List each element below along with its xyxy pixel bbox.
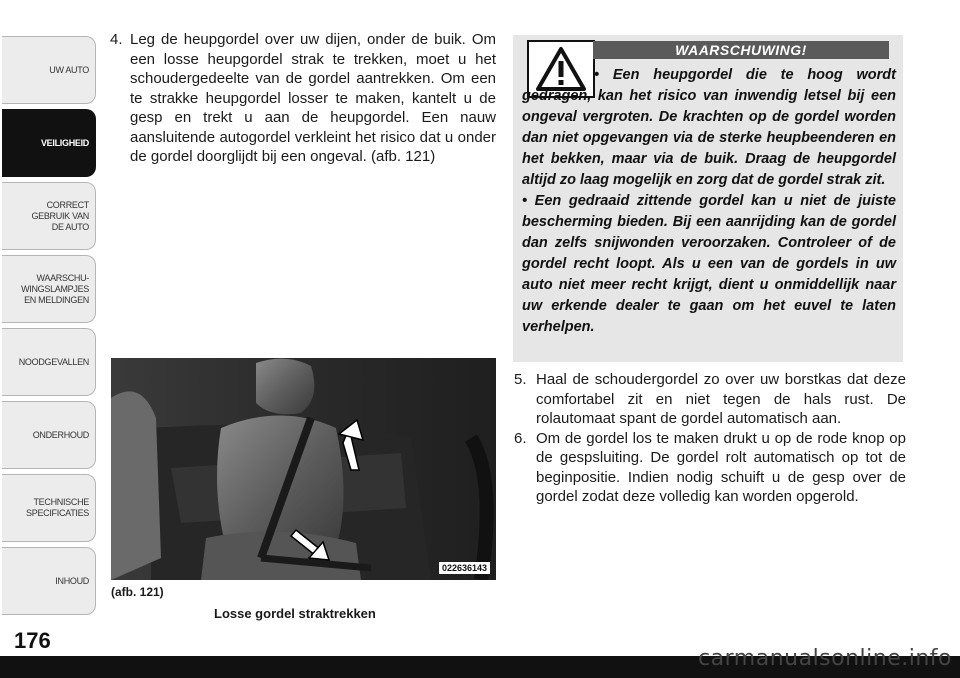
step-6 — [514, 429, 906, 507]
tab-veiligheid[interactable]: VEILIGHEID — [2, 109, 96, 177]
warning-box — [513, 35, 903, 362]
tab-technische-specificaties[interactable]: TECHNISCHE SPECIFICATIES — [2, 474, 96, 542]
warning-text — [522, 65, 896, 338]
tab-noodgevallen[interactable]: NOODGEVALLEN — [2, 328, 96, 396]
warning-paragraph: • Een heupgordel die te hoog wordt gedragen, kan het risico van inwendig letsel bij een ongeval vergroten. De krachten op de gordel worden dan niet opgevangen via de sterke heupbeenderen en het bekken, maar via de buik. Draag de heupgordel altijd zo laag mogelijk en zorg dat de gordel strak zit. — [522, 67, 896, 188]
step-number: 6. — [514, 429, 527, 447]
warning-header: WAARSCHUWING! — [593, 41, 889, 59]
chapter-tabs — [0, 0, 98, 678]
right-column — [514, 370, 906, 507]
tab-waarschuwingslampjes[interactable]: WAARSCHU- WINGSLAMPJES EN MELDINGEN — [2, 255, 96, 323]
seatbelt-figure — [111, 358, 496, 580]
tab-correct-gebruik[interactable]: CORRECT GEBRUIK VAN DE AUTO — [2, 182, 96, 250]
step-5 — [514, 370, 906, 429]
step-number: 5. — [514, 371, 527, 388]
figure-caption: Losse gordel straktrekken — [214, 606, 376, 621]
tab-inhoud[interactable]: INHOUD — [2, 547, 96, 615]
step-4 — [110, 30, 496, 167]
tab-onderhoud[interactable]: ONDERHOUD — [2, 401, 96, 469]
step-text: Haal de schoudergordel zo over uw borstkas dat deze comfortabel zit en niet tegen de hals rust. De rolautomaat spant de gordel automatisch aan. — [536, 371, 906, 427]
figure-reference: (afb. 121) — [111, 585, 164, 599]
left-column — [110, 30, 496, 167]
warning-paragraph: • Een gedraaid zittende gordel kan u niet de juiste bescherming bieden. Bij een aanrijding kan de gordel dan zelfs snijwonden veroorzaken. Controleer of de gordel recht loopt. Als u een van de gordels in uw auto niet meer recht krijgt, dient u onmiddellijk naar uw erkende dealer te gaan om het euvel te laten verhelpen. — [522, 193, 896, 335]
tab-uw-auto[interactable]: UW AUTO — [2, 36, 96, 104]
car-seat-illustration — [111, 358, 496, 580]
step-text: Om de gordel los te maken drukt u op de rode knop op de gespsluiting. De gordel rolt automatisch op tot de beginpositie. Indien nodig schuift u de gesp over de gordel zodat deze volledig kan worden opgerold. — [536, 429, 906, 505]
step-number: 4. — [110, 31, 123, 48]
step-text: Leg de heupgordel over uw dijen, onder de buik. Om een losse heupgordel strak te trekken, moet u het schoudergedeelte van de gordel aantrekken. Om een te strakke heupgordel losser te maken, kantelt u de gesp en trekt u aan de heupgordel. Een nauw aansluitende autogordel verkleint het risico dat u onder de gordel doorglijdt bij een ongeval. (afb. 121) — [130, 31, 496, 165]
figure-code: 022636143 — [439, 562, 490, 574]
page-number: 176 — [14, 628, 51, 653]
watermark: carmanualsonline.info — [698, 646, 952, 671]
